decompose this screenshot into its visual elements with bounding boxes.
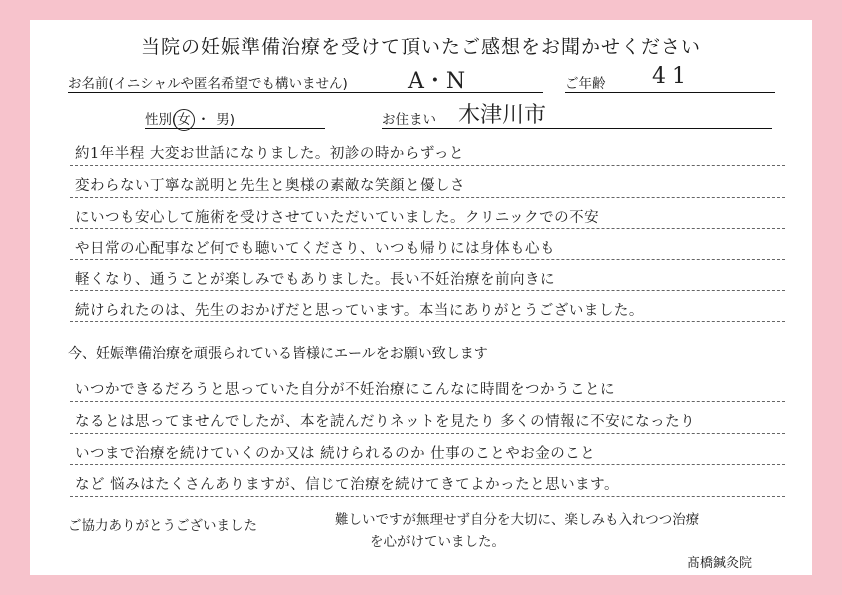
impression-line: 続けられたのは、先生のおかげだと思っています。本当にありがとうございました。 (75, 303, 644, 319)
impression-line: 軽くなり、通うことが楽しみでもありました。長い不妊治療を前向きに (75, 272, 555, 288)
address-value: 木津川市 (458, 103, 547, 128)
writing-rule (70, 496, 785, 497)
cheer-line: なるとは思ってませんでしたが、本を読んだりネットを見たり 多くの情報に不安になったり (75, 414, 696, 430)
cheer-line: いつまで治療を続けていくのか又は 続けられるのか 仕事のことやお金のこと (75, 446, 596, 462)
cheer-line: いつかできるだろうと思っていた自分が不妊治療にこんなに時間をつかうことに (75, 382, 615, 398)
writing-rule (70, 228, 785, 229)
age-value: 41 (652, 64, 692, 89)
name-label: お名前(イニシャルや匿名希望でも構いません) (68, 76, 348, 92)
closing-note-line: 難しいですが無理せず自分を大切に、楽しみも入れつつ治療 (335, 512, 700, 528)
writing-rule (70, 321, 785, 322)
age-label: ご年齢 (565, 76, 606, 92)
age-underline (565, 92, 775, 93)
name-underline (68, 92, 543, 93)
gender-label: 性別( (145, 112, 178, 128)
name-value: A・N (408, 69, 466, 94)
gender-separator: ・ (196, 112, 211, 128)
writing-rule (70, 433, 785, 434)
survey-card (30, 20, 812, 575)
writing-rule (70, 165, 785, 166)
writing-rule (70, 259, 785, 260)
gender-male-option: 男 (216, 112, 230, 128)
writing-rule (70, 290, 785, 291)
cheer-label: 今、妊娠準備治療を頑張られている皆様にエールをお願い致します (68, 346, 488, 362)
address-label: お住まい (382, 112, 436, 128)
writing-rule (70, 197, 785, 198)
gender-field (145, 108, 235, 128)
impression-line: や日常の心配事など何でも聴いてくださり、いつも帰りには身体も心も (75, 241, 555, 257)
form-title: 当院の妊娠準備治療を受けて頂いたご感想をお聞かせください (140, 36, 701, 58)
writing-rule (70, 464, 785, 465)
clinic-name: 髙橋鍼灸院 (686, 556, 752, 571)
impression-line: 約1年半程 大変お世話になりました。初診の時からずっと (75, 146, 464, 162)
closing-label: ご協力ありがとうございました (68, 518, 257, 534)
closing-note-line: を心がけていました。 (370, 534, 505, 550)
gender-underline (145, 128, 325, 129)
address-underline (382, 128, 772, 129)
gender-female-option: 女 (177, 112, 191, 128)
impression-line: にいつも安心して施術を受けさせていただいていました。クリニックでの不安 (75, 210, 600, 226)
impression-line: 変わらない丁寧な説明と先生と奥様の素敵な笑顔と優しさ (75, 178, 465, 194)
gender-close: ) (229, 112, 236, 128)
cheer-line: など 悩みはたくさんありますが、信じて治療を続けてきてよかったと思います。 (75, 477, 619, 493)
writing-rule (70, 401, 785, 402)
